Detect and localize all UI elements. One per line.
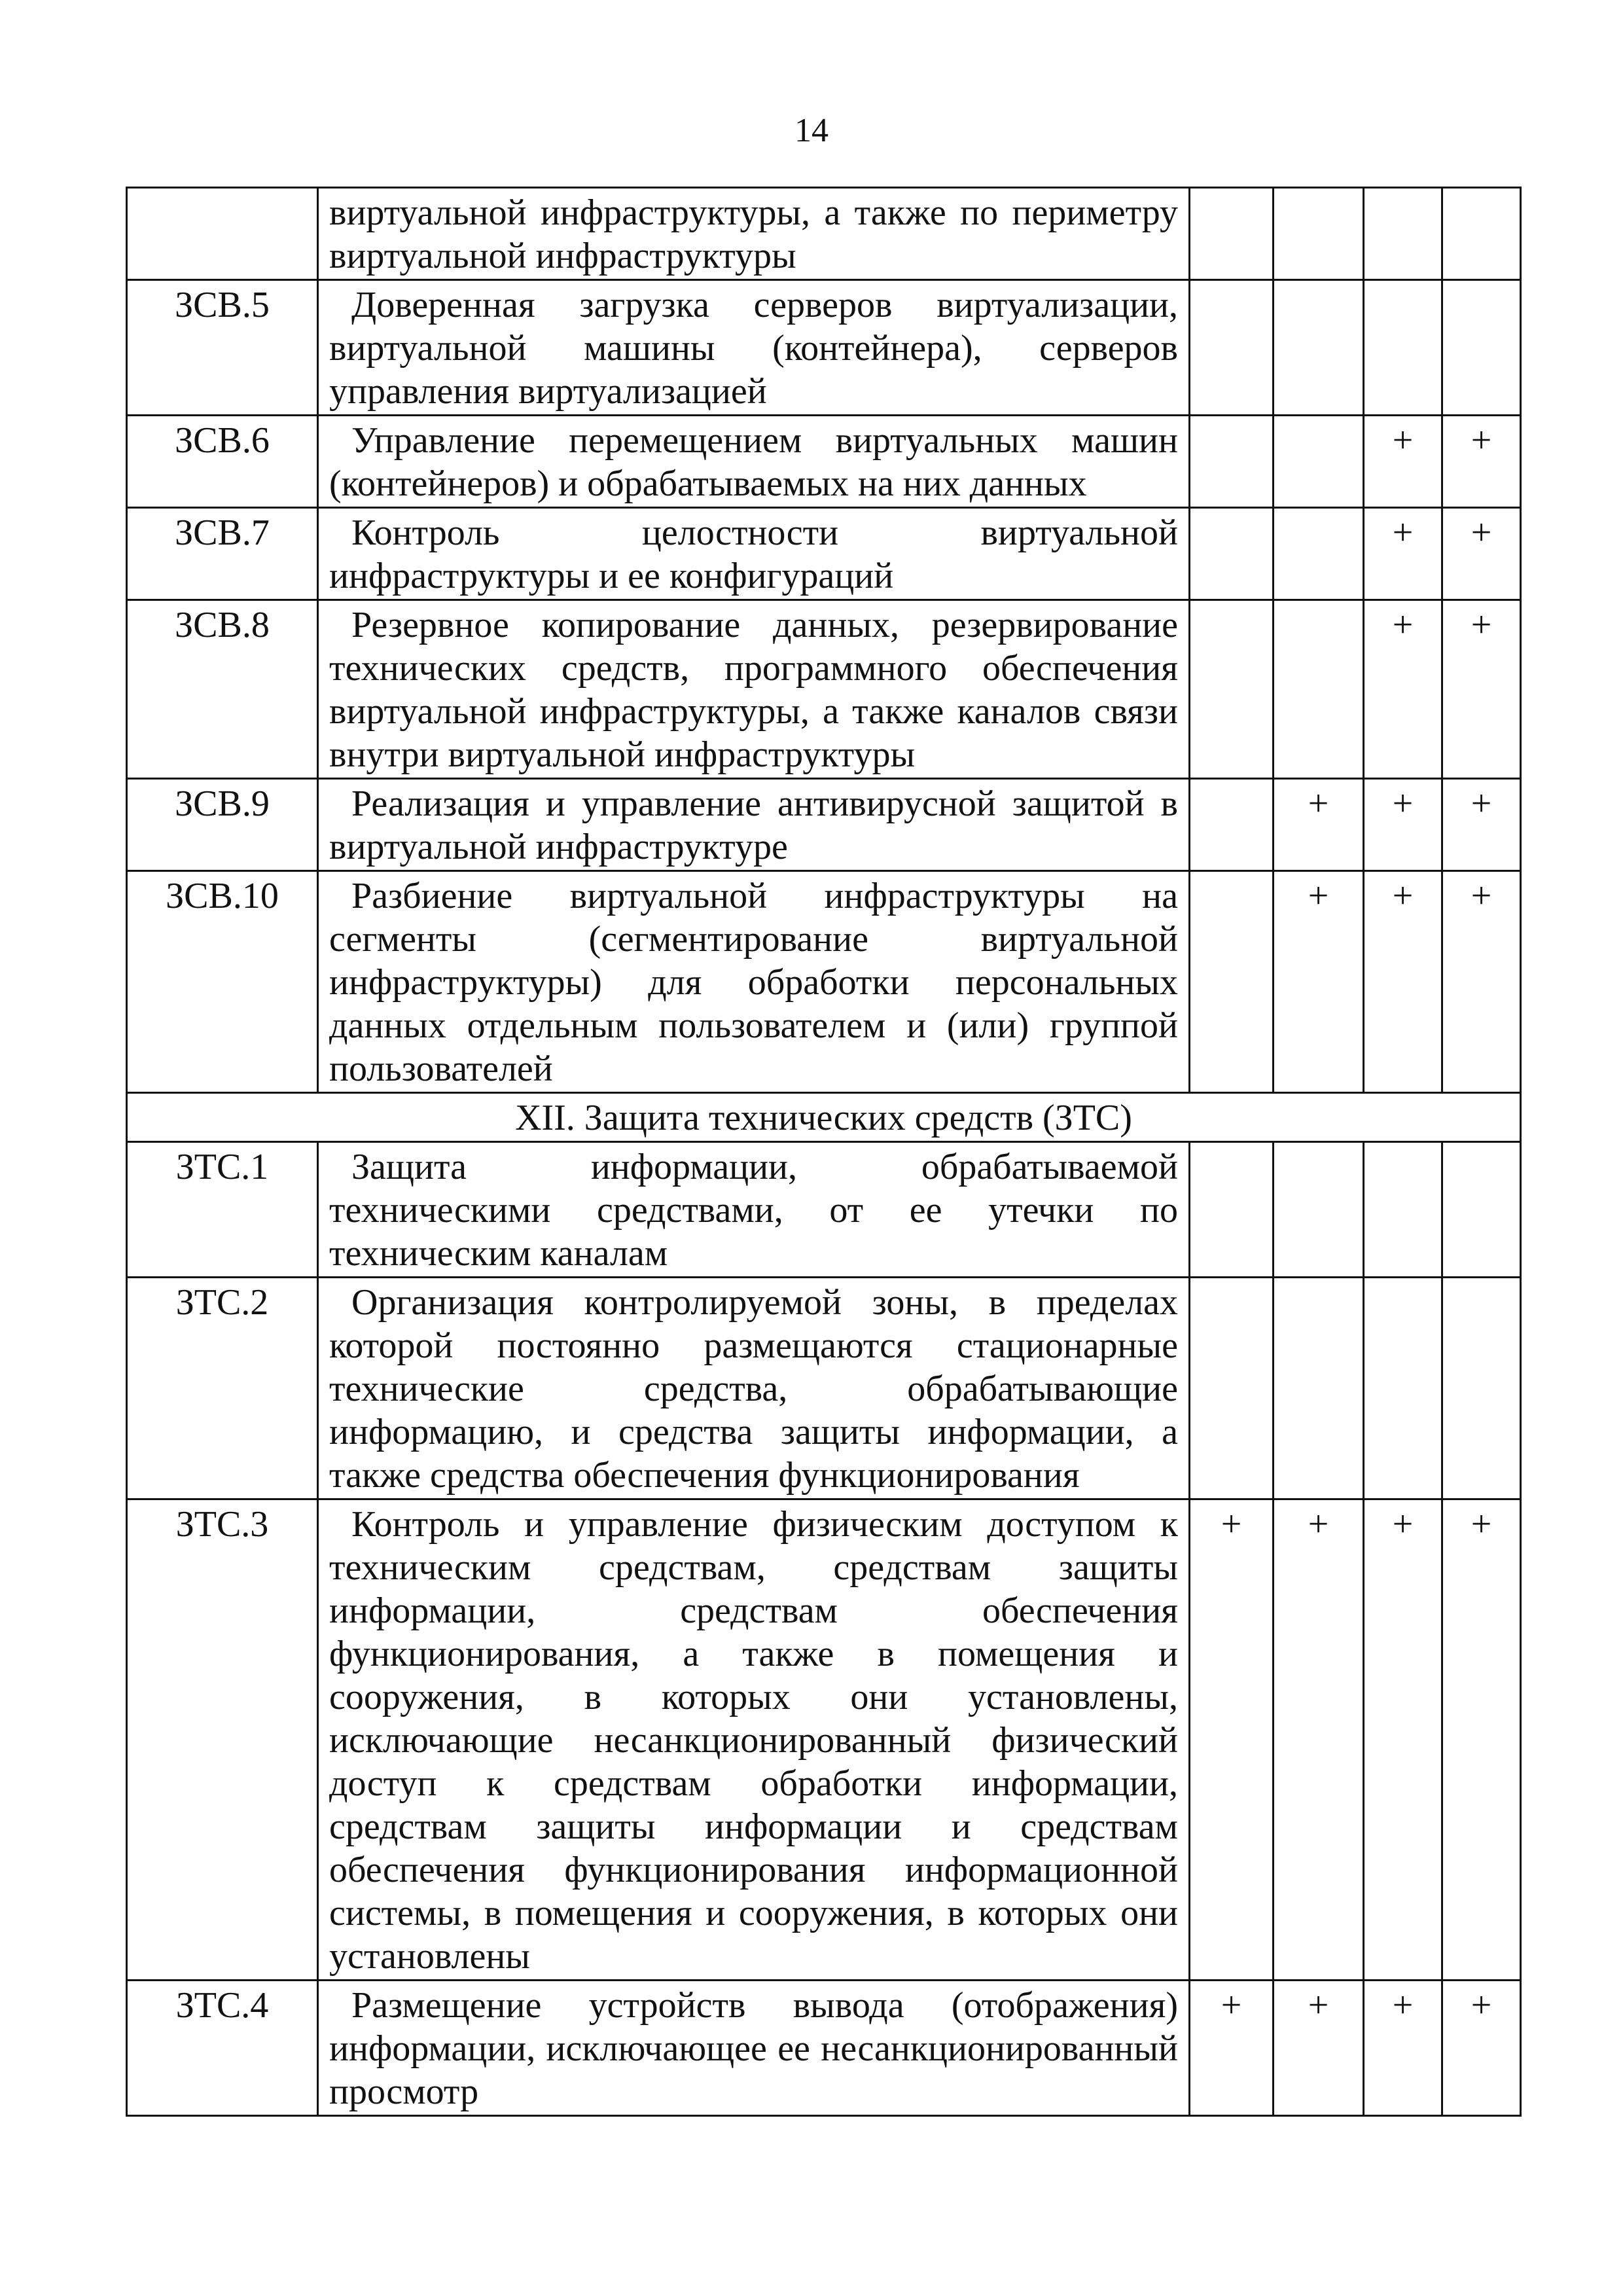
measure-code: ЗСВ.6 bbox=[127, 416, 318, 508]
measure-description: Управление перемещением виртуальных машин (контейнеров) и обрабатываемых на них данных bbox=[318, 416, 1190, 508]
measure-description: Контроль и управление физическим доступом к техническим средствам, средствам защиты информации, средствам обеспечения функционирования, а также в помещения и сооружения, в которых они установлены, исключающие несанкционированный физический доступ к средствам обработки информации, средствам защиты информации и средствам обеспечения функционирования информационной системы, в помещения и сооружения, в которых они установлены bbox=[318, 1499, 1190, 1981]
level-1-mark: + bbox=[1190, 1981, 1274, 2116]
level-1-mark bbox=[1190, 508, 1274, 600]
level-2-mark bbox=[1274, 416, 1364, 508]
level-3-mark: + bbox=[1364, 600, 1442, 779]
measure-code: ЗСВ.7 bbox=[127, 508, 318, 600]
measure-code: ЗТС.4 bbox=[127, 1981, 318, 2116]
level-2-mark bbox=[1274, 280, 1364, 416]
level-3-mark: + bbox=[1364, 508, 1442, 600]
level-3-mark bbox=[1364, 280, 1442, 416]
level-4-mark bbox=[1442, 1278, 1521, 1499]
level-2-mark bbox=[1274, 188, 1364, 280]
level-3-mark bbox=[1364, 188, 1442, 280]
table-row bbox=[127, 280, 1521, 416]
measure-description: Контроль целостности виртуальной инфраструктуры и ее конфигураций bbox=[318, 508, 1190, 600]
measure-description: Защита информации, обрабатываемой техническими средствами, от ее утечки по техническим каналам bbox=[318, 1142, 1190, 1278]
table-row bbox=[127, 1499, 1521, 1981]
level-4-mark: + bbox=[1442, 600, 1521, 779]
table-row bbox=[127, 1278, 1521, 1499]
page-number: 14 bbox=[794, 112, 829, 149]
level-2-mark: + bbox=[1274, 1981, 1364, 2116]
level-1-mark bbox=[1190, 1278, 1274, 1499]
level-4-mark: + bbox=[1442, 416, 1521, 508]
level-2-mark: + bbox=[1274, 779, 1364, 871]
table-row bbox=[127, 600, 1521, 779]
measure-code: ЗСВ.9 bbox=[127, 779, 318, 871]
level-1-mark bbox=[1190, 779, 1274, 871]
level-3-mark bbox=[1364, 1278, 1442, 1499]
level-1-mark bbox=[1190, 188, 1274, 280]
measure-code: ЗСВ.8 bbox=[127, 600, 318, 779]
measure-description: Резервное копирование данных, резервирование технических средств, программного обеспечения виртуальной инфраструктуры, а также каналов связи внутри виртуальной инфраструктуры bbox=[318, 600, 1190, 779]
measure-code: ЗТС.1 bbox=[127, 1142, 318, 1278]
level-1-mark bbox=[1190, 280, 1274, 416]
level-3-mark bbox=[1364, 1142, 1442, 1278]
table-row bbox=[127, 188, 1521, 280]
level-3-mark: + bbox=[1364, 1499, 1442, 1981]
level-2-mark bbox=[1274, 508, 1364, 600]
level-3-mark: + bbox=[1364, 871, 1442, 1093]
level-2-mark: + bbox=[1274, 1499, 1364, 1981]
level-4-mark bbox=[1442, 1142, 1521, 1278]
measure-description: Размещение устройств вывода (отображения) информации, исключающее ее несанкционированный просмотр bbox=[318, 1981, 1190, 2116]
measure-code bbox=[127, 188, 318, 280]
level-4-mark: + bbox=[1442, 1981, 1521, 2116]
level-4-mark bbox=[1442, 280, 1521, 416]
measure-code: ЗТС.2 bbox=[127, 1278, 318, 1499]
table-row bbox=[127, 1981, 1521, 2116]
level-2-mark bbox=[1274, 600, 1364, 779]
measure-description: Разбиение виртуальной инфраструктуры на сегменты (сегментирование виртуальной инфраструктуры) для обработки персональных данных отдельным пользователем и (или) группой пользователей bbox=[318, 871, 1190, 1093]
level-4-mark: + bbox=[1442, 779, 1521, 871]
measure-description: Организация контролируемой зоны, в пределах которой постоянно размещаются стационарные технические средства, обрабатывающие информацию, и средства защиты информации, а также средства обеспечения функционирования bbox=[318, 1278, 1190, 1499]
level-2-mark: + bbox=[1274, 871, 1364, 1093]
level-1-mark: + bbox=[1190, 1499, 1274, 1981]
measure-description: Реализация и управление антивирусной защитой в виртуальной инфраструктуре bbox=[318, 779, 1190, 871]
measure-description: виртуальной инфраструктуры, а также по периметру виртуальной инфраструктуры bbox=[318, 188, 1190, 280]
level-3-mark: + bbox=[1364, 416, 1442, 508]
level-4-mark: + bbox=[1442, 871, 1521, 1093]
level-1-mark bbox=[1190, 1142, 1274, 1278]
measure-code: ЗТС.3 bbox=[127, 1499, 318, 1981]
level-1-mark bbox=[1190, 871, 1274, 1093]
table-row bbox=[127, 508, 1521, 600]
level-2-mark bbox=[1274, 1278, 1364, 1499]
table-row bbox=[127, 871, 1521, 1093]
section-header-row bbox=[127, 1093, 1521, 1142]
measure-code: ЗСВ.5 bbox=[127, 280, 318, 416]
level-2-mark bbox=[1274, 1142, 1364, 1278]
measure-description: Доверенная загрузка серверов виртуализации, виртуальной машины (контейнера), серверов управления виртуализацией bbox=[318, 280, 1190, 416]
table-row bbox=[127, 779, 1521, 871]
level-4-mark: + bbox=[1442, 508, 1521, 600]
level-4-mark bbox=[1442, 188, 1521, 280]
level-3-mark: + bbox=[1364, 1981, 1442, 2116]
table-row bbox=[127, 416, 1521, 508]
security-measures-table bbox=[126, 187, 1522, 2117]
measure-code: ЗСВ.10 bbox=[127, 871, 318, 1093]
table-row bbox=[127, 1142, 1521, 1278]
level-1-mark bbox=[1190, 600, 1274, 779]
section-title: XII. Защита технических средств (ЗТС) bbox=[127, 1093, 1521, 1142]
level-4-mark: + bbox=[1442, 1499, 1521, 1981]
level-3-mark: + bbox=[1364, 779, 1442, 871]
level-1-mark bbox=[1190, 416, 1274, 508]
